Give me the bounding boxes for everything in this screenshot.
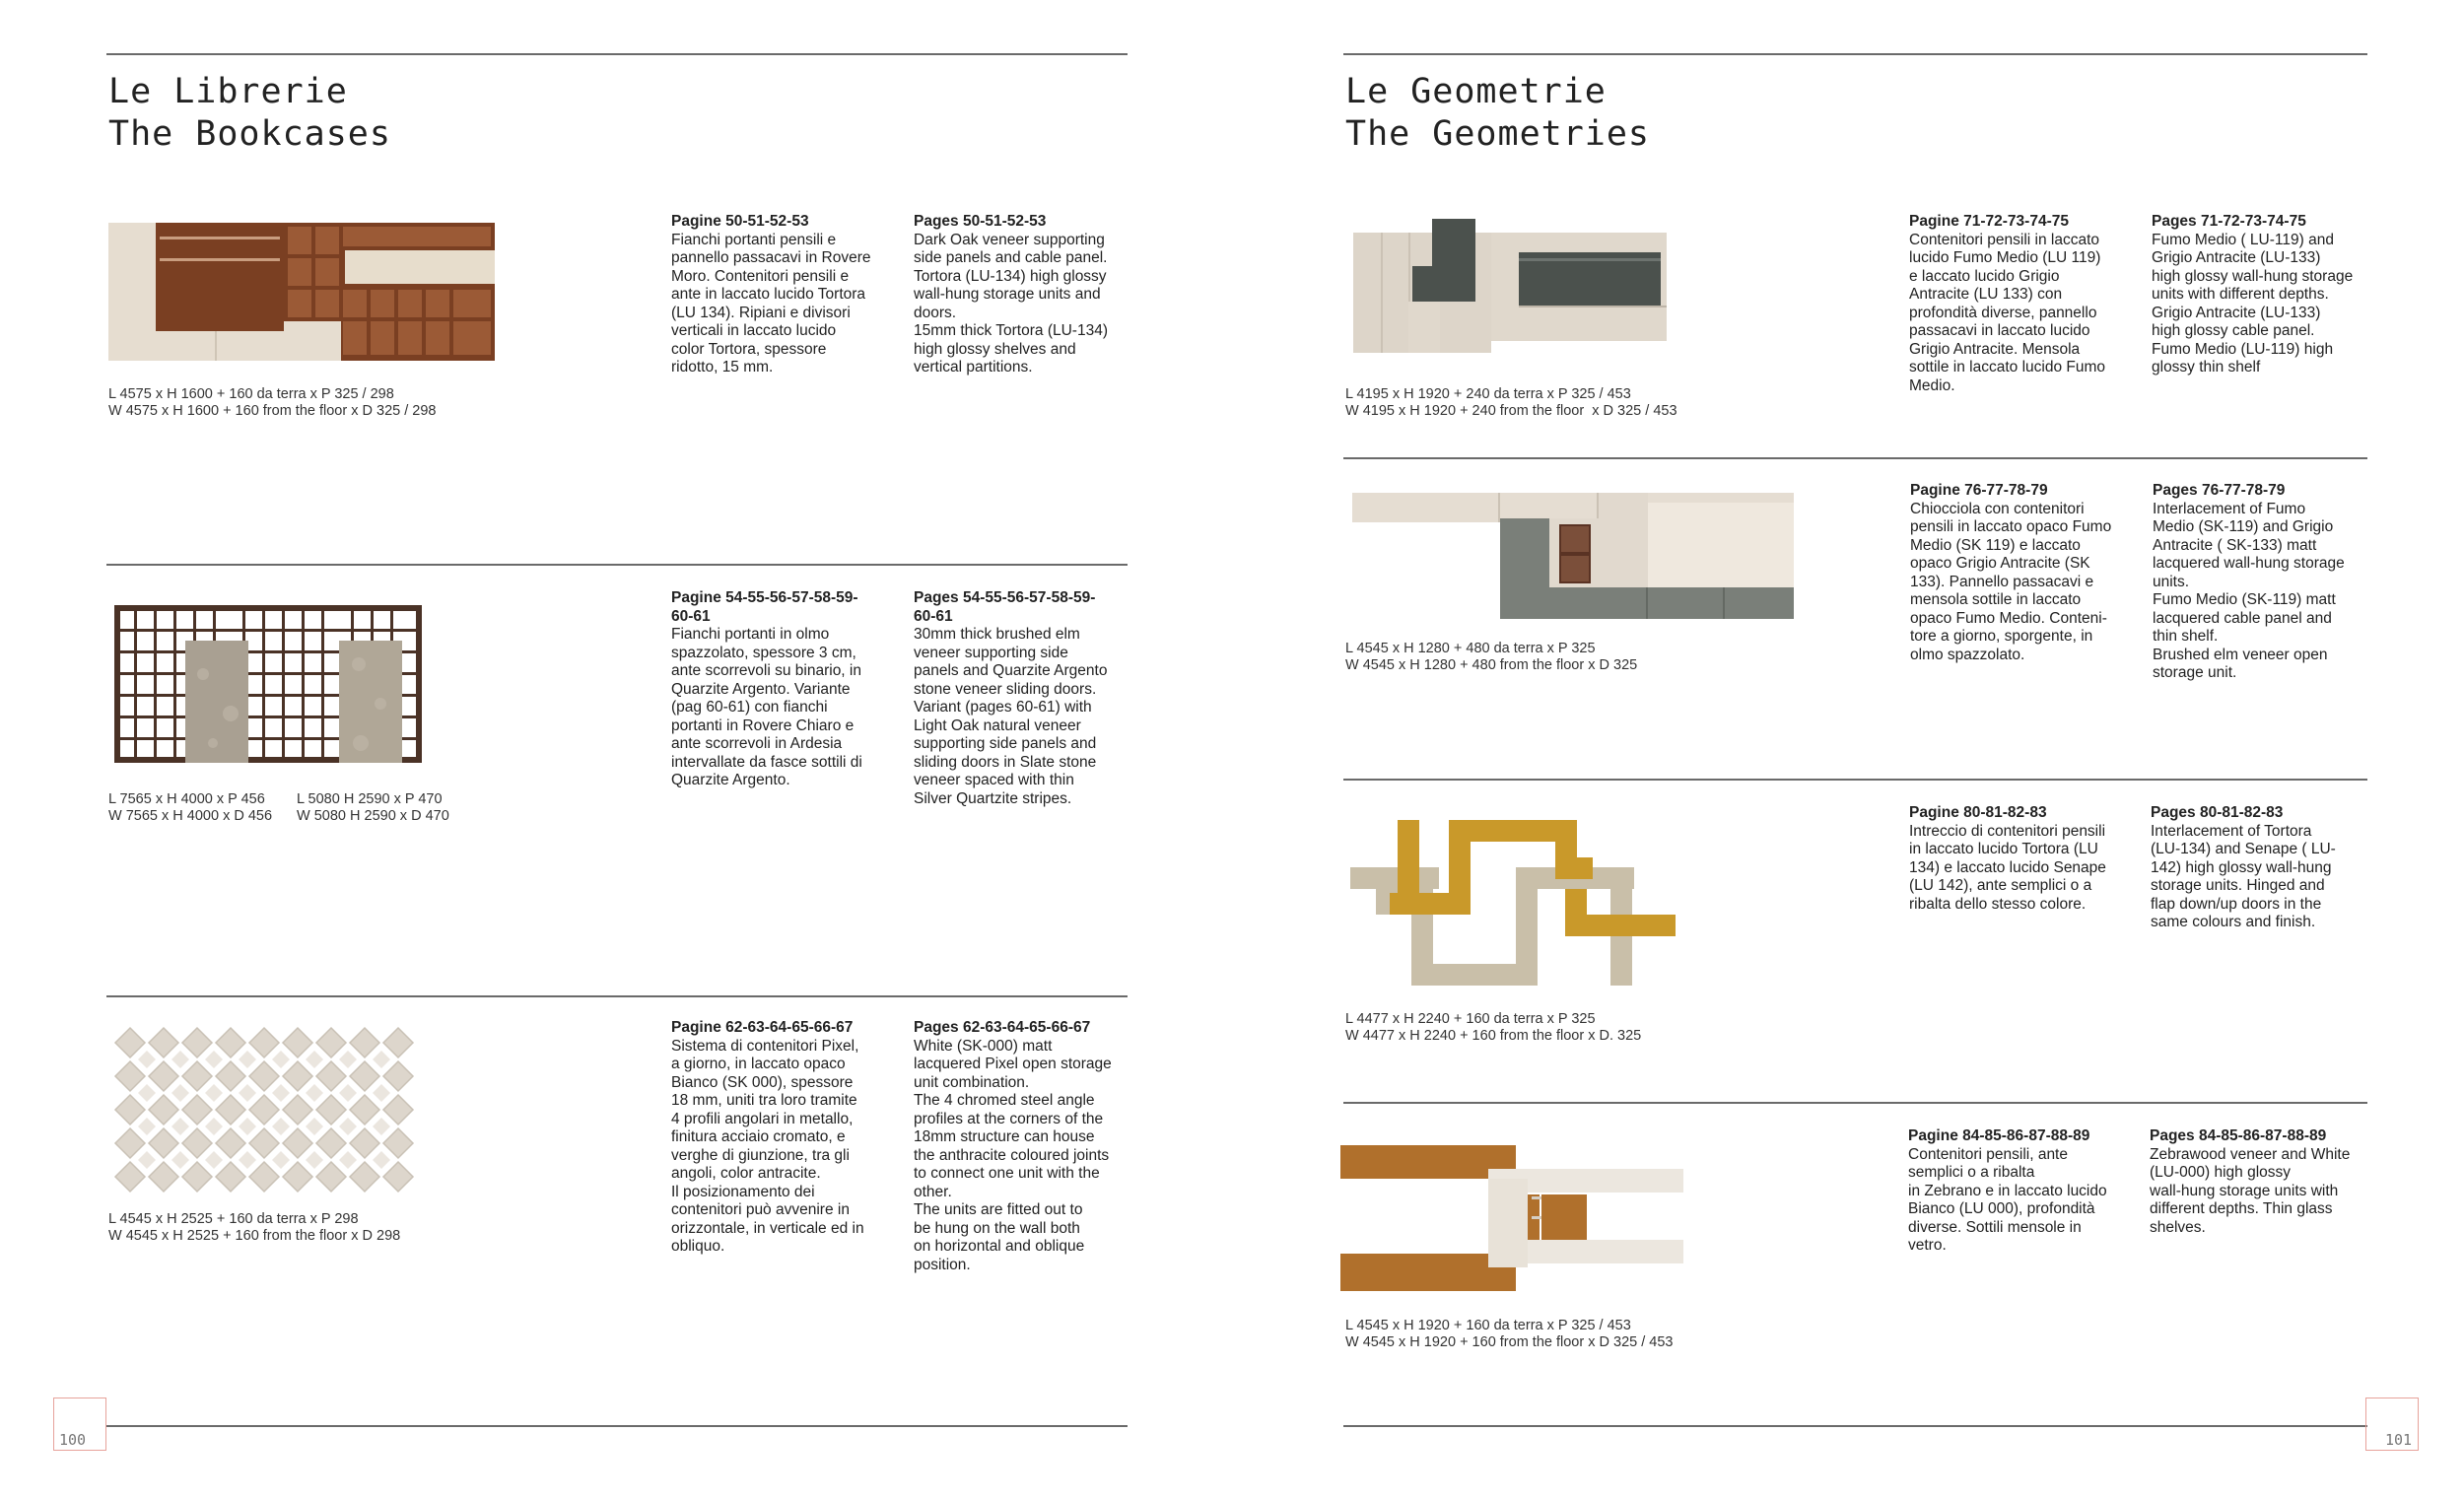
pages-heading-en: Pages 62-63-64-65-66-67 (914, 1019, 1091, 1036)
page-number: 101 (2385, 1431, 2413, 1449)
pages-heading-it: Pagine 84-85-86-87-88-89 (1908, 1127, 2090, 1144)
divider-rule (1343, 1102, 2367, 1104)
dimensions-it: L 4195 x H 1920 + 240 da terra x P 325 / 453 (1345, 386, 1631, 402)
description-en (914, 589, 1130, 808)
pixel-unit-shape (350, 1128, 379, 1158)
pages-heading-en: Pages 54-55-56-57-58-59- 60-61 (914, 589, 1096, 625)
pixel-joint-shape (373, 1084, 390, 1102)
pixel-unit-shape (115, 1028, 145, 1057)
pages-heading-it: Pagine 50-51-52-53 (671, 213, 809, 230)
pixel-unit-shape (149, 1095, 178, 1125)
pixel-unit-shape (249, 1162, 279, 1192)
pixel-unit-shape (350, 1061, 379, 1091)
description-it (671, 1019, 888, 1257)
pixel-unit-shape (216, 1095, 245, 1125)
description-text-it: Intreccio di contenitori pensili in laccato lucido Tortora (LU 134) e laccato lucido Senape (LU 142), ante semplici o a ribalta dello stesso colore. (1909, 822, 2106, 913)
dimensions-en: W 4545 x H 1920 + 160 from the floor x D 325 / 453 (1345, 1334, 1674, 1350)
pixel-unit-shape (350, 1028, 379, 1057)
pages-heading-en: Pages 76-77-78-79 (2153, 482, 2286, 499)
description-text-it: Fianchi portanti pensili e pannello passacavi in Rovere Moro. Contenitori pensili e ante in laccato lucido Tortora (LU 134). Ripiani e divisori verticali in laccato lucido color Tortora, spessore ridotto, 15 mm. (671, 231, 871, 375)
description-it (1908, 1127, 2125, 1256)
description-text-en: Fumo Medio ( LU-119) and Grigio Antracite (LU-133) high glossy wall-hung storage units with different depths. Grigio Antracite (LU-133) high glossy cable panel. Fumo Medio (LU-119) high glossy thin shelf (2152, 231, 2354, 375)
pixel-joint-shape (373, 1118, 390, 1135)
pixel-joint-shape (205, 1051, 223, 1068)
description-text-en: Interlacement of Tortora (LU-134) and Senape ( LU- 142) high glossy wall-hung storage units. Hinged and flap down/up doors in the same colours and finish. (2151, 822, 2336, 930)
interlacement-storage-illustration (1350, 820, 1676, 986)
pixel-unit-shape (216, 1028, 245, 1057)
pixel-joint-shape (272, 1051, 290, 1068)
spiral-storage-illustration (1352, 493, 1794, 619)
pages-heading-it: Pagine 76-77-78-79 (1910, 482, 2048, 499)
pixel-unit-shape (115, 1128, 145, 1158)
description-text-it: Contenitori pensili in laccato lucido Fumo Medio (LU 119) e laccato lucido Grigio Antracite (LU 133) con profondità diverse, pannello passacavi in laccato lucido Grigio Antracite. Mensola sottile in laccato lucido Fumo Medio. (1909, 231, 2106, 394)
pixel-unit-shape (316, 1095, 346, 1125)
pixel-joint-shape (339, 1084, 357, 1102)
top-rule-left (106, 53, 1128, 55)
pixel-joint-shape (272, 1151, 290, 1169)
pixel-unit-shape (283, 1061, 312, 1091)
description-it (671, 589, 888, 790)
pixel-joint-shape (339, 1151, 357, 1169)
description-en (2152, 213, 2368, 377)
pixel-joint-shape (373, 1051, 390, 1068)
pixel-joint-shape (306, 1051, 323, 1068)
dimensions-en: W 4545 x H 2525 + 160 from the floor x D 298 (108, 1228, 401, 1244)
dimensions-en: W 4545 x H 1280 + 480 from the floor x D 325 (1345, 657, 1638, 673)
pixel-unit-shape (383, 1095, 413, 1125)
pixel-unit-shape (316, 1061, 346, 1091)
pixel-unit-shape (182, 1028, 212, 1057)
pixel-joint-shape (205, 1084, 223, 1102)
pixel-unit-shape (350, 1162, 379, 1192)
pixel-joint-shape (239, 1084, 256, 1102)
pixel-unit-shape (383, 1061, 413, 1091)
geometry-storage-illustration (1353, 219, 1667, 353)
description-text-en: Dark Oak veneer supporting side panels and cable panel. Tortora (LU-134) high glossy wall-hung storage units and doors. 15mm thick Tortora (LU-134) high glossy shelves and vertical partitions. (914, 231, 1108, 375)
pixel-unit-shape (216, 1128, 245, 1158)
pixel-unit-shape (216, 1061, 245, 1091)
section-title-en-right: The Geometries (1345, 114, 1651, 154)
pixel-unit-shape (149, 1162, 178, 1192)
dimensions-variant-en: W 5080 H 2590 x D 470 (297, 808, 449, 824)
zebrano-storage-illustration (1340, 1145, 1683, 1291)
bottom-rule-right (1343, 1425, 2367, 1427)
dimensions-en: W 4195 x H 1920 + 240 from the floor x D 325 / 453 (1345, 403, 1677, 419)
dimensions-it: L 7565 x H 4000 x P 456 (108, 791, 265, 807)
pixel-joint-shape (138, 1151, 156, 1169)
pages-heading-it: Pagine 71-72-73-74-75 (1909, 213, 2069, 230)
pixel-unit-shape (283, 1128, 312, 1158)
pixel-joint-shape (171, 1118, 189, 1135)
pixel-joint-shape (306, 1151, 323, 1169)
pages-heading-it: Pagine 54-55-56-57-58-59- 60-61 (671, 589, 858, 625)
description-text-it: Fianchi portanti in olmo spazzolato, spessore 3 cm, ante scorrevoli su binario, in Quarzite Argento. Variante (pag 60-61) con fianchi portanti in Rovere Chiaro e ante scorrevoli in Ardesia intervallate da fasce sottili di Quarzite Argento. (671, 626, 862, 788)
top-rule-right (1343, 53, 2367, 55)
pixel-unit-shape (316, 1128, 346, 1158)
pixel-unit-shape (383, 1162, 413, 1192)
pixel-unit-shape (283, 1028, 312, 1057)
pixel-unit-shape (283, 1095, 312, 1125)
description-en (914, 1019, 1130, 1274)
pixel-unit-shape (283, 1162, 312, 1192)
pixel-joint-shape (171, 1151, 189, 1169)
pixel-unit-shape (249, 1095, 279, 1125)
pixel-units-illustration (112, 1025, 408, 1196)
pixel-unit-shape (216, 1162, 245, 1192)
pixel-joint-shape (171, 1084, 189, 1102)
bookcase-dark-oak-illustration (108, 223, 495, 361)
pixel-unit-shape (182, 1162, 212, 1192)
pages-heading-it: Pagine 80-81-82-83 (1909, 804, 2047, 821)
divider-rule (1343, 779, 2367, 781)
dimensions-en: W 4477 x H 2240 + 160 from the floor x D. 325 (1345, 1028, 1642, 1044)
pixel-joint-shape (272, 1118, 290, 1135)
description-it (1910, 482, 2127, 664)
pages-heading-en: Pages 71-72-73-74-75 (2152, 213, 2306, 230)
pixel-joint-shape (239, 1051, 256, 1068)
pixel-joint-shape (373, 1151, 390, 1169)
description-text-it: Contenitori pensili, ante semplici o a ribalta in Zebrano e in laccato lucido Bianco (LU 000), profondità diverse. Sottili mensole in vetro. (1908, 1145, 2107, 1254)
divider-rule (106, 564, 1128, 566)
divider-rule (1343, 457, 2367, 459)
pages-heading-en: Pages 80-81-82-83 (2151, 804, 2284, 821)
pixel-unit-shape (249, 1028, 279, 1057)
section-title-it-left: Le Librerie (108, 72, 348, 111)
pixel-unit-shape (182, 1095, 212, 1125)
dimensions-it: L 4545 x H 1280 + 480 da terra x P 325 (1345, 641, 1596, 656)
pixel-unit-shape (115, 1162, 145, 1192)
section-title-en-left: The Bookcases (108, 114, 391, 154)
description-text-it: Sistema di contenitori Pixel, a giorno, in laccato opaco Bianco (SK 000), spessore 18 mm, uniti tra loro tramite 4 profili angolari in metallo, finitura acciaio cromato, e verghe di giunzione, tra gli angoli, color antracite. Il posizionamento dei contenitori può avvenire in orizzontale, in verticale ed in obliquo. (671, 1037, 864, 1255)
dimensions-it: L 4545 x H 2525 + 160 da terra x P 298 (108, 1211, 359, 1227)
pixel-joint-shape (306, 1118, 323, 1135)
description-it (1909, 213, 2126, 395)
pages-heading-en: Pages 84-85-86-87-88-89 (2150, 1127, 2327, 1144)
pixel-joint-shape (138, 1084, 156, 1102)
description-en (914, 213, 1130, 377)
pixel-unit-shape (182, 1061, 212, 1091)
pixel-joint-shape (138, 1051, 156, 1068)
dimensions-it: L 4575 x H 1600 + 160 da terra x P 325 / 298 (108, 386, 394, 402)
description-en (2153, 482, 2369, 683)
pixel-unit-shape (249, 1061, 279, 1091)
description-text-en: Zebrawood veneer and White (LU-000) high glossy wall-hung storage units with different depths. Thin glass shelves. (2150, 1145, 2351, 1236)
pixel-unit-shape (316, 1028, 346, 1057)
section-title-it-right: Le Geometrie (1345, 72, 1607, 111)
pixel-joint-shape (339, 1051, 357, 1068)
dimensions-it: L 4545 x H 1920 + 160 da terra x P 325 / 453 (1345, 1318, 1631, 1333)
pixel-unit-shape (115, 1061, 145, 1091)
pixel-unit-shape (350, 1095, 379, 1125)
pixel-unit-shape (316, 1162, 346, 1192)
dimensions-en: W 7565 x H 4000 x D 456 (108, 808, 273, 824)
pixel-joint-shape (339, 1118, 357, 1135)
dimensions-variant-it: L 5080 H 2590 x P 470 (297, 791, 443, 807)
pixel-joint-shape (171, 1051, 189, 1068)
description-text-en: Interlacement of Fumo Medio (SK-119) and Grigio Antracite ( SK-133) matt lacquered wall-hung storage units. Fumo Medio (SK-119) matt lacquered cable panel and thin shelf. Brushed elm veneer open storage unit. (2153, 500, 2345, 681)
description-text-en: 30mm thick brushed elm veneer supporting side panels and Quarzite Argento stone veneer sliding doors. Variant (pages 60-61) with Light Oak natural veneer supporting side panels and sliding doors in Slate stone veneer spaced with thin Silver Quartzite stripes. (914, 626, 1108, 807)
pixel-joint-shape (239, 1118, 256, 1135)
pixel-unit-shape (149, 1061, 178, 1091)
pages-heading-it: Pagine 62-63-64-65-66-67 (671, 1019, 854, 1036)
description-en (2150, 1127, 2366, 1237)
page-number: 100 (59, 1431, 87, 1449)
pixel-joint-shape (239, 1151, 256, 1169)
pages-heading-en: Pages 50-51-52-53 (914, 213, 1047, 230)
pixel-unit-shape (115, 1095, 145, 1125)
bottom-rule-left (106, 1425, 1128, 1427)
pixel-joint-shape (138, 1118, 156, 1135)
dimensions-it: L 4477 x H 2240 + 160 da terra x P 325 (1345, 1011, 1596, 1027)
description-text-it: Chiocciola con contenitori pensili in laccato opaco Fumo Medio (SK 119) e laccato opaco Grigio Antracite (SK 133). Pannello passacavi e mensola sottile in laccato opaco Fumo Medio. Conteni- tore a giorno, sporgente, in olmo spazzolato. (1910, 500, 2112, 663)
pixel-joint-shape (306, 1084, 323, 1102)
pixel-joint-shape (272, 1084, 290, 1102)
pixel-unit-shape (383, 1028, 413, 1057)
pixel-unit-shape (249, 1128, 279, 1158)
description-it (1909, 804, 2126, 914)
pixel-joint-shape (205, 1151, 223, 1169)
pixel-joint-shape (205, 1118, 223, 1135)
description-en (2151, 804, 2367, 932)
description-text-en: White (SK-000) matt lacquered Pixel open storage unit combination. The 4 chromed steel angle profiles at the corners of the 18mm structure can house the anthracite coloured joints to connect one unit with the other. The units are fitted out to be hung on the wall both on horizontal and oblique position. (914, 1037, 1112, 1273)
dimensions-en: W 4575 x H 1600 + 160 from the floor x D 325 / 298 (108, 403, 437, 419)
pixel-unit-shape (182, 1128, 212, 1158)
pixel-unit-shape (149, 1028, 178, 1057)
pixel-unit-shape (383, 1128, 413, 1158)
pixel-unit-shape (149, 1128, 178, 1158)
description-it (671, 213, 888, 377)
divider-rule (106, 995, 1128, 997)
bookcase-elm-frame-illustration (114, 605, 422, 763)
